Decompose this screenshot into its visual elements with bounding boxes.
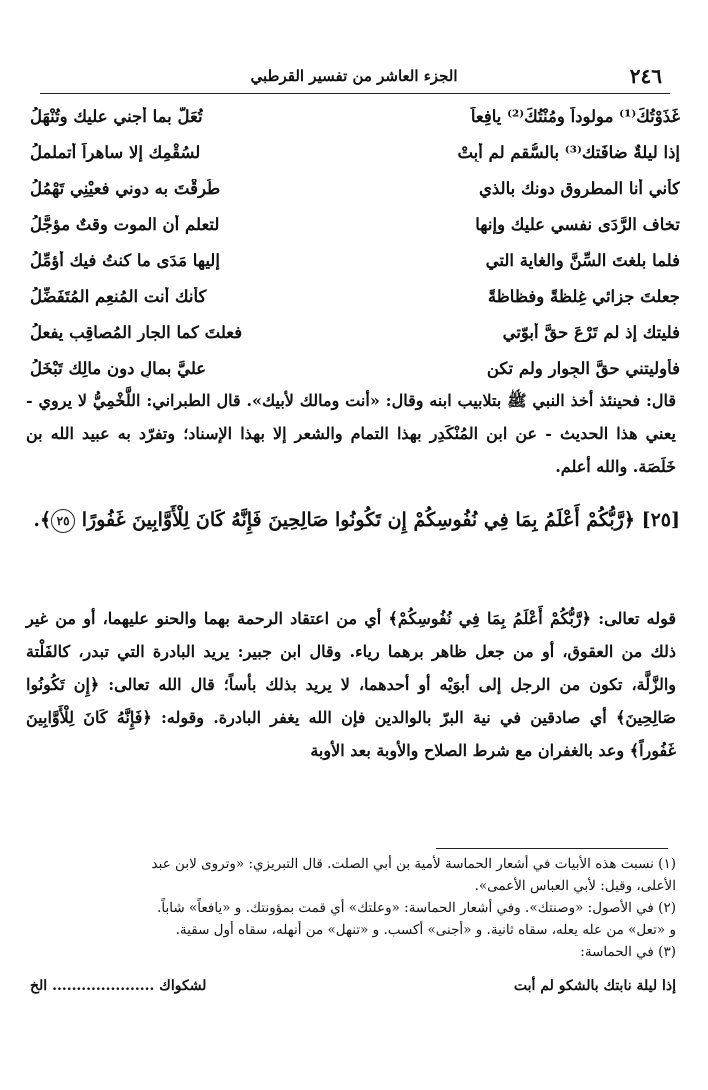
poem [30,98,680,384]
footnote-rule [436,848,668,849]
verse-end-marker: ٢٥ [51,509,75,533]
footnote-line: (٢) في الأصول: «وصنتك». وفي أشعار الحماسة: «وعلتك» أي قمت بمؤونتك. و «يافعاً» شاباً. [157,900,676,916]
footnote-verse-first: إذا ليلة نابتك بالشكو لم أبت [513,978,676,994]
verse-second-hemistich: إليها مَدَى ما كنتُ فيك أؤمِّلُ [30,250,220,270]
verse-second-hemistich: عليَّ بمالٍ دون مالِك تَبْخَلُ [30,358,207,378]
quran-verse-block [26,500,680,540]
verse-first-hemistich: فلما بلغتَ السِّنَّ والغاية التي [485,250,680,270]
poem-verse [30,350,680,386]
verse-number: [٢٥] [641,509,680,531]
verse-first-hemistich: كأني أنا المطروق دونك بالذي [478,178,680,198]
footnote-line: و «تعل» من عله يعله، سقاه ثانية. و «أجنى» أكسب. و «تنهل» من أنهله، سقاه أول سقية. [175,922,676,938]
footnotes [30,853,676,997]
page-header [46,64,662,92]
header-rule [40,93,670,94]
page-number: ٢٤٦ [629,64,662,88]
commentary-paragraph: قال: فحينئذ أخذ النبي ﷺ بتلابيب ابنه وقال: «أنت ومالك لأبيك». قال الطبراني: اللَّخْمِيُّ لا يروي - يعني هذا الحديث - عن ابن المُنْكَدِر بهذا التمام والشعر إلا بهذا الإسناد؛ وتفرّد به عبيد الله بن خَلَصَة. والله أعلم. [26,391,676,476]
poem-verse [30,170,680,206]
footnote-line: (١) نسبت هذه الأبيات في أشعار الحماسة لأمية بن أبي الصلت. قال التبريزي: «وتروى لابن عبد [151,856,676,872]
poem-verse [30,98,680,134]
verse-first-hemistich: فليتك إذ لم تَرْعَ حقَّ أُبوّتي [502,322,680,342]
footnote-line: الأعلى، وقيل: لأبي العباس الأعمى». [474,878,676,894]
running-title: الجزء العاشر من تفسير القرطبي [250,67,458,85]
verse-first-hemistich: جعلتَ جزائي غِلظةً وفظاظةً [487,286,680,306]
verse-second-hemistich: فعلتَ كما الجار المُصاقِب يفعلُ [30,322,243,342]
poem-verse [30,314,680,350]
verse-second-hemistich: لسُقْمِك إلا ساهراً أتململُ [30,142,201,162]
verse-second-hemistich: كأنك أنت المُنعِم المُتَفَضِّلُ [30,286,207,306]
quran-verse-text: ﴿رَّبُّكُمْ أَعْلَمُ بِمَا فِي نُفُوسِكُمْ إِن تَكُونُوا صَالِحِينَ فَإِنَّهُ كَانَ لِلْأَوَّابِينَ غَفُورًا [81,509,635,531]
verse-second-hemistich: لتعلم أن الموت وقتٌ مؤجَّلُ [30,214,220,234]
footnote-line: (٣) في الحماسة: [580,944,676,960]
poem-verse [30,206,680,242]
verse-close-bracket: ﴾. [33,509,52,531]
verse-first-hemistich: غَذَوْتُكَ⁽¹⁾ مولوداً ومُنْتُكَ⁽²⁾ يافِعاً [470,106,680,126]
footnote-verse [30,975,676,997]
poem-verse [30,242,680,278]
commentary-paragraph: قوله تعالى: ﴿رَّبُّكُمْ أَعْلَمُ بِمَا فِي نُفُوسِكُمْ﴾ أي من اعتقاد الرحمة بهما والحنو عليهما، أو من غير ذلك من العقوق، أو من جعل ظاهر برهما رياء. وقال ابن جبير: يريد البادرة التي تبدر، كالفَلْتة والزَّلَّة، تكون من الرجل إلى أبوَيْه أو أحدهما، لا يريد بذلك بأساً؛ قال الله تعالى: ﴿إِن تَكُونُوا صَالِحِينَ﴾ أي صادقين في نية البرّ بالوالدين فإن الله يغفر البادرة. وقوله: ﴿فَإِنَّهُ كَانَ لِلْأَوَّابِينَ غَفُوراً﴾ وعد بالغفران مع شرط الصلاح والأوبة بعد الأوبة [26,609,676,760]
poem-verse [30,134,680,170]
footnote-verse-second: لشكواك ..................... الخ [30,978,207,994]
poem-verse [30,278,680,314]
verse-first-hemistich: فأوليتني حقَّ الجِوار ولم تكن [486,358,680,378]
verse-second-hemistich: طُرِقْتَ به دوني فعيْنِي تَهْمُلُ [30,178,221,198]
verse-first-hemistich: تخاف الرَّدَى نفسي عليك وإنها [475,214,680,234]
verse-first-hemistich: إذا ليلةٌ ضافَتك⁽³⁾ بالسُّقم لم أبِتْ [457,142,680,162]
verse-second-hemistich: تُعَلُّ بما أجني عليك وتُنْهَلُ [30,106,203,126]
